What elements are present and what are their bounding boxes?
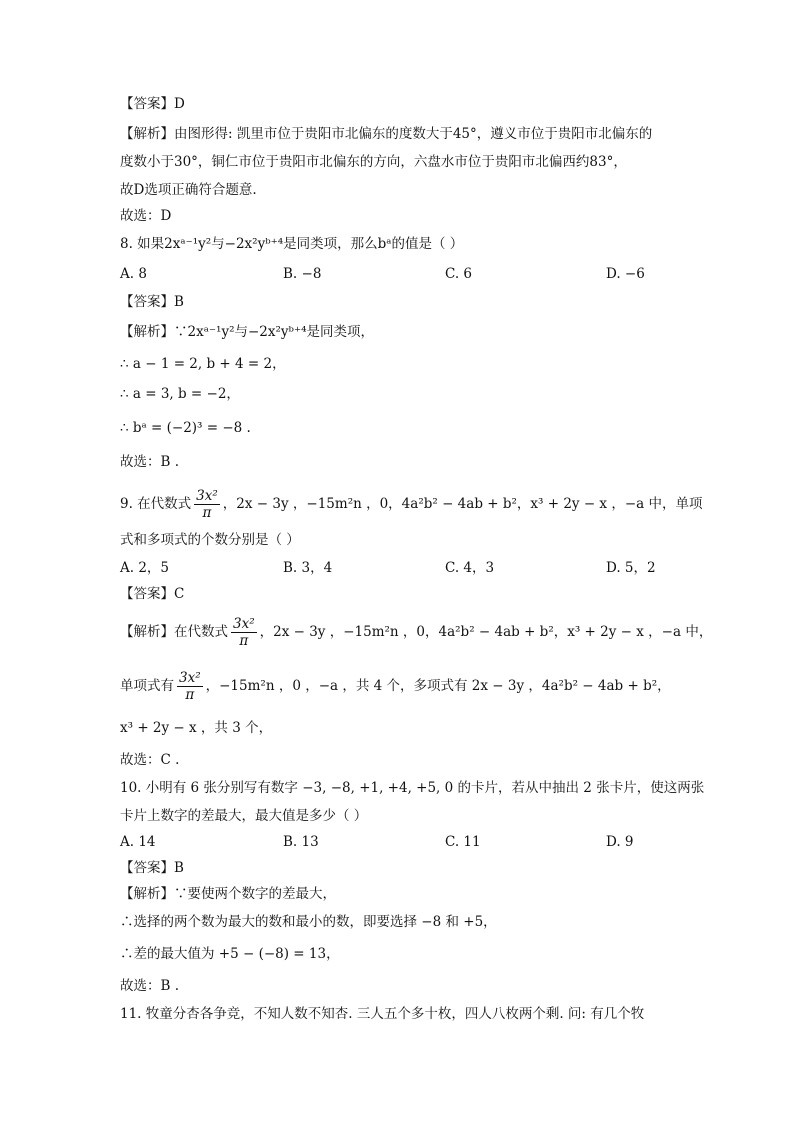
answer-line: 【答案】D (120, 96, 185, 112)
q10-option-b: B. 13 (283, 834, 319, 850)
q8-answer: 【答案】B (120, 294, 184, 310)
explanation-line: 故D选项正确符合题意. (120, 182, 257, 198)
q9-prefix: 9. 在代数式 (120, 496, 192, 512)
q8-option-a: A. 8 (120, 266, 147, 282)
fraction-numerator: 3x² (196, 488, 218, 504)
explanation-line: 【解析】由图形得: 凯里市位于贵阳市北偏东的度数大于45°，遵义市位于贵阳市北偏东的 (120, 126, 653, 142)
q8-option-c: C. 6 (445, 266, 473, 282)
fraction-denominator: π (185, 687, 195, 703)
q9-option-b: B. 3，4 (283, 560, 333, 576)
q8-selection: 故选：B . (120, 454, 180, 470)
q9-ex1-expressions: ，2x − 3y ，−15m²n ，0，4a²b² − 4ab + b²，x³ + 2y − x ，−a 中， (259, 624, 713, 640)
q9-option-d: D. 5，2 (606, 560, 656, 576)
question-9 (120, 486, 703, 522)
q8-option-d: D. −6 (606, 266, 645, 282)
q9-explanation-3: x³ + 2y − x ，共 3 个， (120, 720, 273, 736)
q9-ex1-prefix: 【解析】在代数式 (120, 624, 228, 640)
q8-explanation-1: 【解析】∵2xᵃ⁻¹y²与−2x²yᵇ⁺⁴是同类项， (120, 324, 374, 340)
fraction-numerator: 3x² (233, 616, 255, 632)
q9-explanation-1 (120, 614, 712, 650)
q9-explanation-2 (120, 668, 671, 704)
q9-ex2-expressions: ，−15m²n ，0 ，−a ，共 4 个，多项式有 2x − 3y ，4a²b² − 4ab + b²， (205, 678, 671, 694)
q8-explanation-3: ∴ a = 3, b = −2， (120, 386, 240, 402)
q9-answer: 【答案】C (120, 586, 185, 602)
q9-option-c: C. 4，3 (445, 560, 495, 576)
q10-explanation-3: ∴差的最大值为 +5 − (−8) = 13， (120, 946, 340, 962)
question-8: 8. 如果2xᵃ⁻¹y²与−2x²yᵇ⁺⁴是同类项，那么bᵃ的值是（ ） (120, 236, 464, 252)
fraction-3x2-over-pi (231, 616, 257, 649)
question-10: 10. 小明有 6 张分别写有数字 −3, −8, +1, +4, +5, 0 的卡片，若从中抽出 2 张卡片，使这两张 (120, 780, 705, 796)
selection-line: 故选：D (120, 208, 172, 224)
q10-selection: 故选：B . (120, 978, 180, 994)
question-11: 11. 牧童分杏各争竞，不知人数不知杏. 三人五个多十枚，四人八枚两个剩. 问: 有几个牧 (120, 1006, 645, 1022)
q8-explanation-4: ∴ bᵃ = (−2)³ = −8 . (120, 420, 251, 436)
fraction-denominator: π (239, 633, 249, 649)
fraction-3x2-over-pi (194, 488, 220, 521)
q9-selection: 故选：C . (120, 752, 180, 768)
fraction-denominator: π (202, 505, 212, 521)
fraction-3x2-over-pi (177, 670, 203, 703)
q10-explanation-1: 【解析】∵要使两个数字的差最大， (120, 886, 336, 902)
q9-option-a: A. 2，5 (120, 560, 170, 576)
q10-option-a: A. 14 (120, 834, 156, 850)
q10-option-d: D. 9 (606, 834, 634, 850)
q10-option-c: C. 11 (445, 834, 481, 850)
q10-explanation-2: ∴选择的两个数为最大的数和最小的数，即要选择 −8 和 +5， (120, 914, 497, 930)
explanation-line: 度数小于30°，铜仁市位于贵阳市北偏东的方向，六盘水市位于贵阳市北偏西约83°， (120, 154, 627, 170)
fraction-numerator: 3x² (179, 670, 201, 686)
q9-expressions: ，2x − 3y ，−15m²n ，0，4a²b² − 4ab + b²，x³ + 2y − x ，−a 中，单项 (222, 496, 703, 512)
question-10-line2: 卡片上数字的差最大，最大值是多少（ ） (120, 808, 368, 824)
q9-ex2-prefix: 单项式有 (120, 678, 174, 694)
q8-option-b: B. −8 (283, 266, 322, 282)
q8-explanation-2: ∴ a − 1 = 2, b + 4 = 2， (120, 356, 286, 372)
q10-answer: 【答案】B (120, 860, 184, 876)
question-9-line2: 式和多项式的个数分别是（ ） (120, 532, 300, 548)
